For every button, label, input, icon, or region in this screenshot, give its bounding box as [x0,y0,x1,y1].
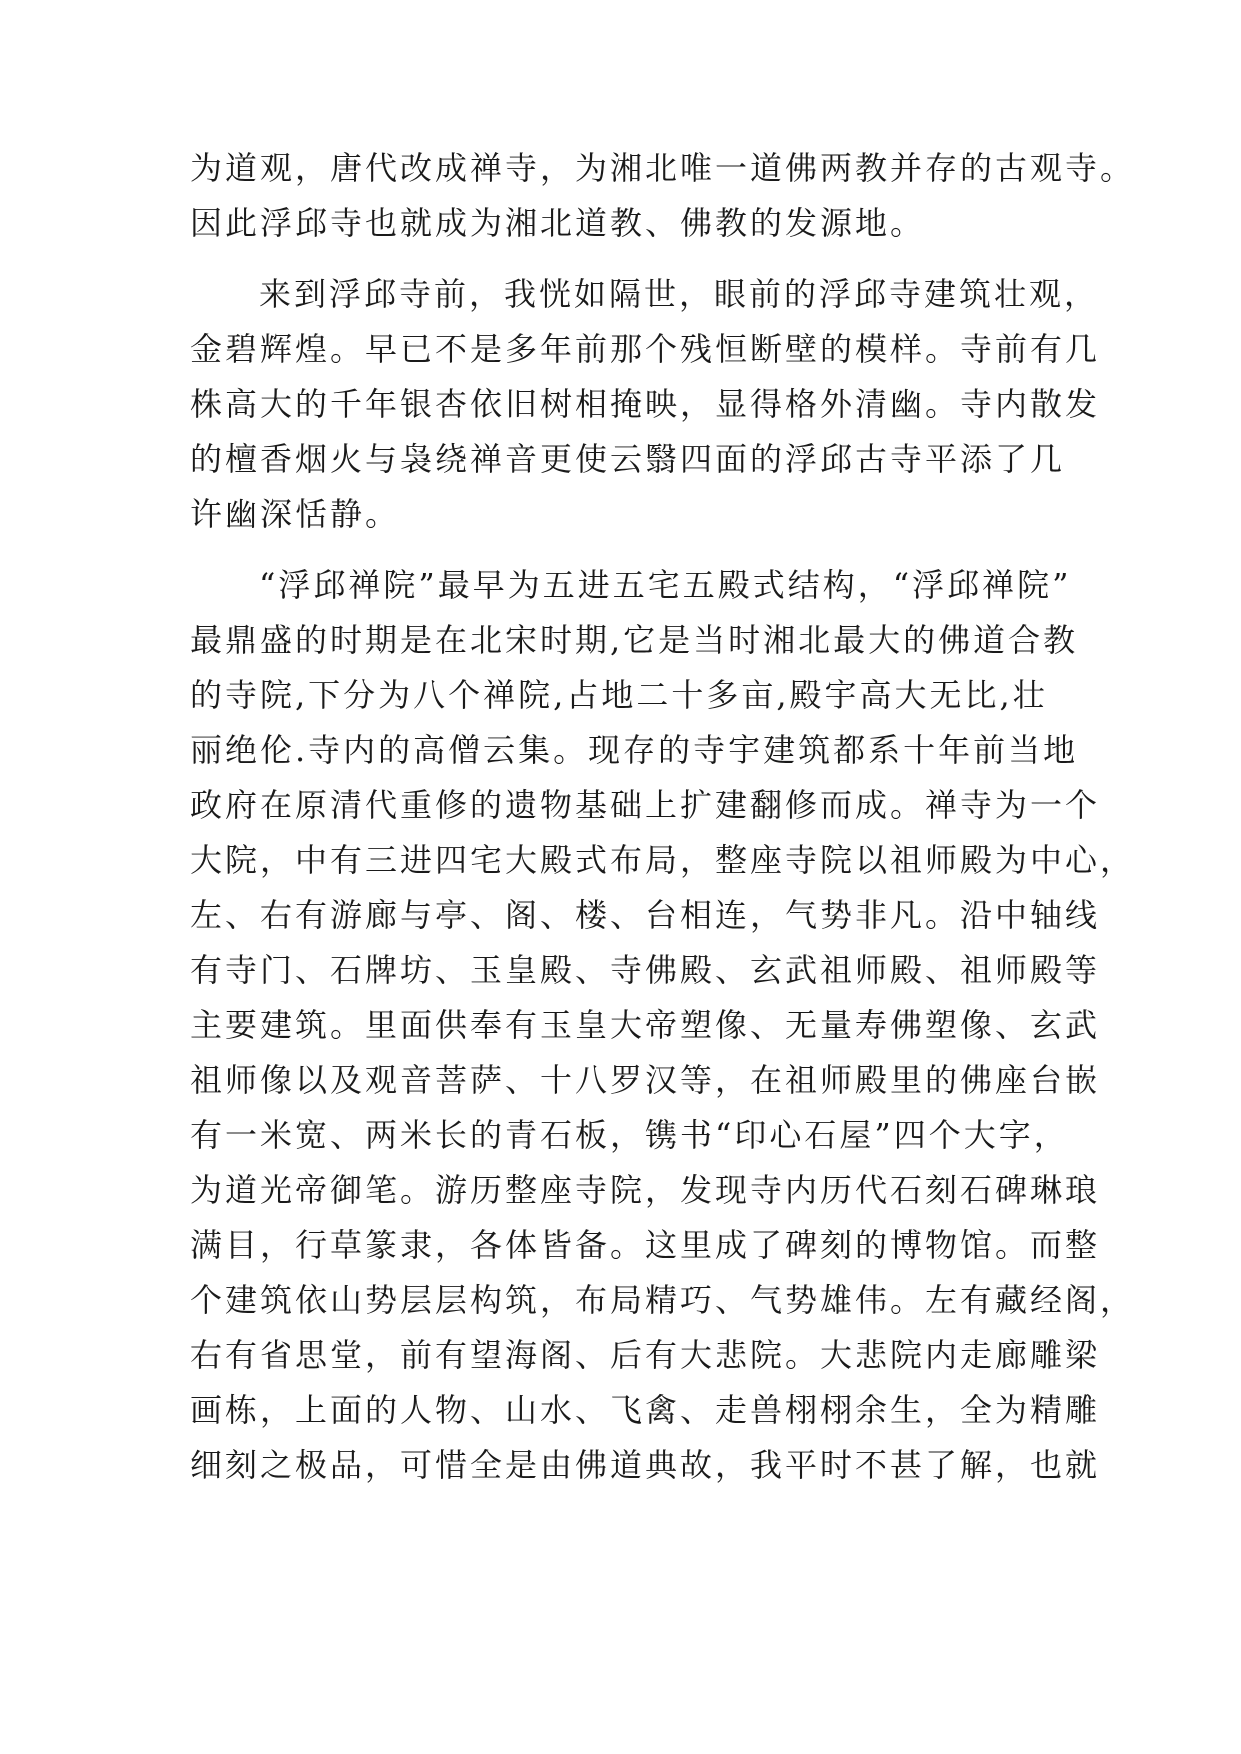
text-line: 的檀香烟火与袅绕禅音更使云翳四面的浮邱古寺平添了几 [190,440,1066,478]
text-line: 因此浮邱寺也就成为湘北道教、佛教的发源地。 [190,204,926,242]
text-line: 有一米宽、两米长的青石板，镌书“印心石屋”四个大字， [190,1116,1069,1154]
text-line: 的寺院,下分为八个禅院,占地二十多亩,殿宇高大无比,壮 [190,676,1048,714]
text-line: 丽绝伦.寺内的高僧云集。现存的寺宇建筑都系十年前当地 [190,731,1079,769]
text-line: 画栋，上面的人物、山水、飞禽、走兽栩栩余生，全为精雕 [190,1391,1101,1429]
paragraph-2 [190,267,1101,542]
text-line: 为道观，唐代改成禅寺，为湘北唯一道佛两教并存的古观寺。 [190,149,1136,187]
text-line: 最鼎盛的时期是在北宋时期,它是当时湘北最大的佛道合教 [190,621,1079,659]
text-line: 来到浮邱寺前，我恍如隔世，眼前的浮邱寺建筑壮观， [259,275,1100,313]
text-line: 金碧辉煌。早已不是多年前那个残恒断壁的模样。寺前有几 [190,330,1101,368]
body-text [190,141,1136,1493]
text-line: 有寺门、石牌坊、玉皇殿、寺佛殿、玄武祖师殿、祖师殿等 [190,951,1101,989]
text-line: 主要建筑。里面供奉有玉皇大帝塑像、无量寿佛塑像、玄武 [190,1006,1101,1044]
text-line: 许幽深恬静。 [190,495,401,533]
text-line: 满目，行草篆隶，各体皆备。这里成了碑刻的博物馆。而整 [190,1226,1101,1264]
text-line: 个建筑依山势层层构筑，布局精巧、气势雄伟。左有藏经阁， [190,1281,1136,1319]
text-line: 为道光帝御笔。游历整座寺院，发现寺内历代石刻石碑琳琅 [190,1171,1101,1209]
text-line: 株高大的千年银杏依旧树相掩映，显得格外清幽。寺内散发 [190,385,1101,423]
text-line: “浮邱禅院”最早为五进五宅五殿式结构，“浮邱禅院” [259,566,1072,604]
text-line: 政府在原清代重修的遗物基础上扩建翻修而成。禅寺为一个 [190,786,1101,824]
text-line: 祖师像以及观音菩萨、十八罗汉等，在祖师殿里的佛座台嵌 [190,1061,1101,1099]
paragraph-3 [190,558,1136,1493]
text-line: 右有省思堂，前有望海阁、后有大悲院。大悲院内走廊雕梁 [190,1336,1101,1374]
text-line: 大院，中有三进四宅大殿式布局，整座寺院以祖师殿为中心， [190,841,1136,879]
text-line: 细刻之极品，可惜全是由佛道典故，我平时不甚了解，也就 [190,1446,1101,1484]
paragraph-1 [190,141,1136,251]
text-line: 左、右有游廊与亭、阁、楼、台相连，气势非凡。沿中轴线 [190,896,1101,934]
